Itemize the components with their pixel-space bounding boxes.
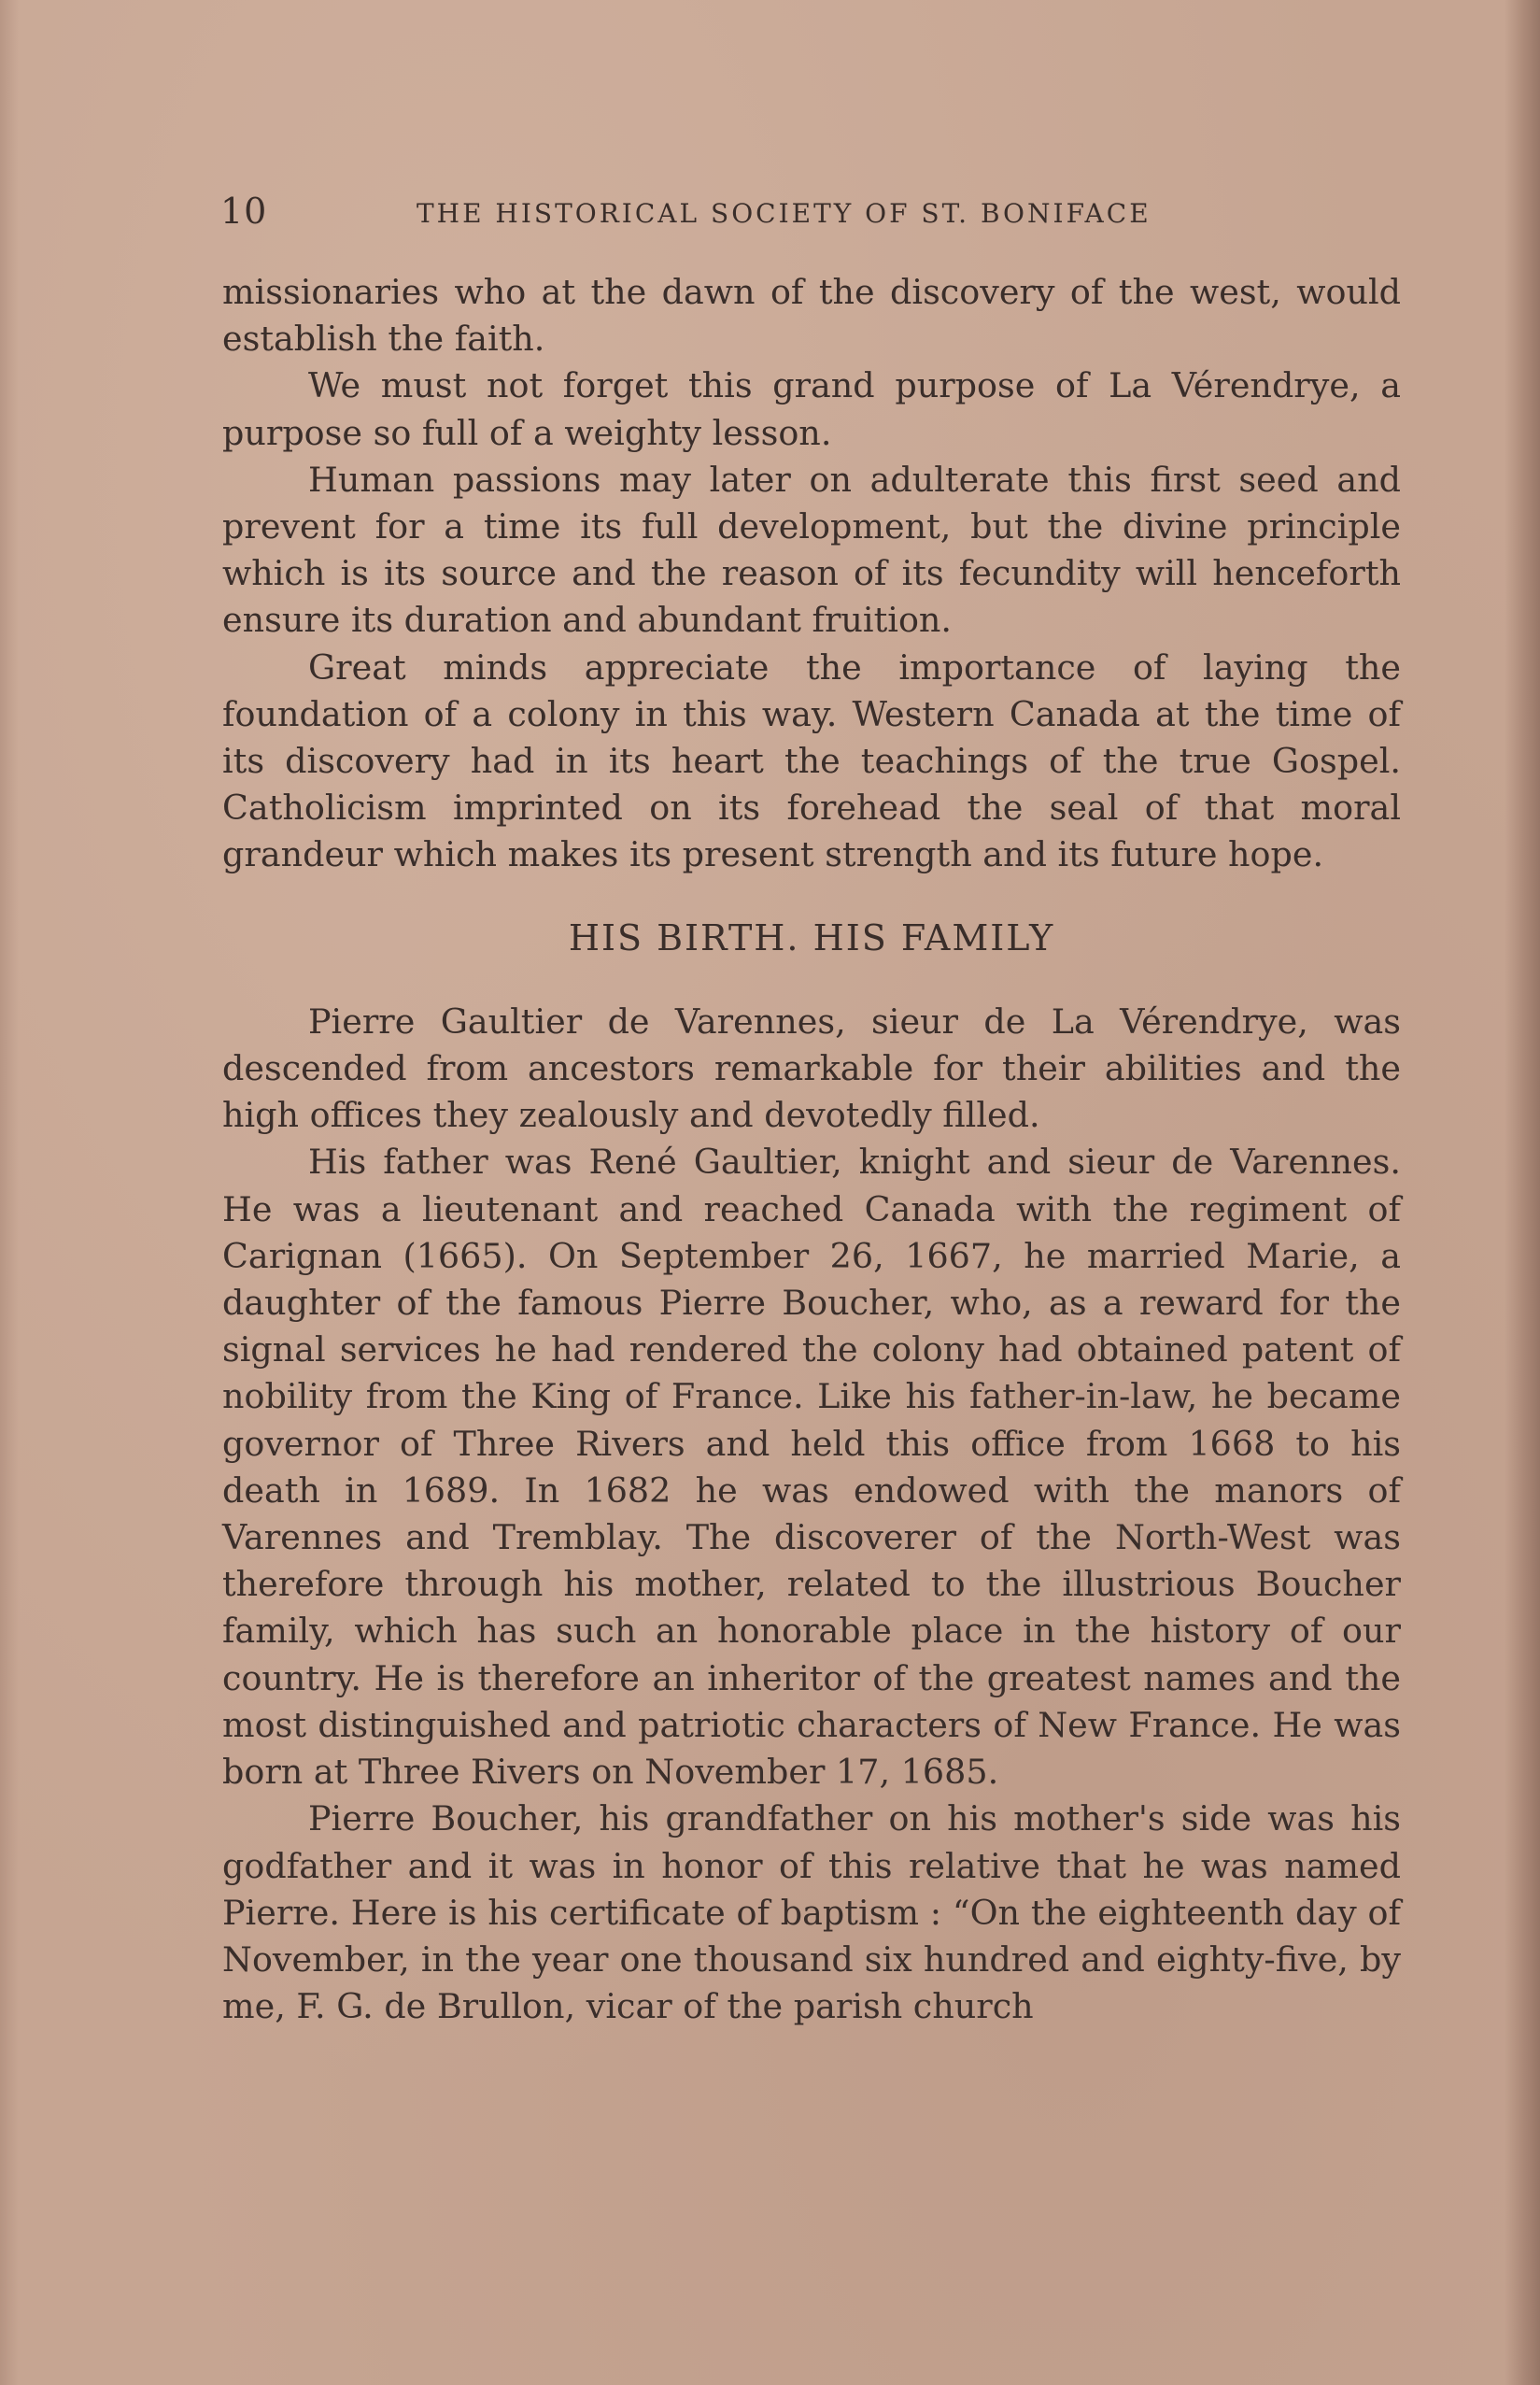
page-right-edge-wear	[1505, 0, 1540, 2385]
page-bottom-margin	[0, 2376, 1540, 2385]
paragraph: His father was René Gaultier, knight and sieur de Varennes. He was a lieutenant and reached Canada with the regiment of Carignan (1665). On September 26, 1667, he married Marie, a daughter of the famous Pierre Boucher, who, as a reward for the signal services he had rendered the colony had obtained patent of nobility from the King of France. Like his father-in-law, he became governor of Three Rivers and held this office from 1668 to his death in 1689. In 1682 he was endowed with the manors of Varennes and Tremblay. The discoverer of the North-West was therefore through his mother, related to the illustrious Boucher family, which has such an honorable place in the history of our country. He is therefore an inheritor of the greatest names and the most distinguished and patriotic characters of New France. He was born at Three Rivers on November 17, 1685.	[222, 1142, 1401, 1793]
body-text	[222, 269, 1401, 2030]
paragraph: Human passions may later on adulterate this first seed and prevent for a time its full development, but the divine principle which is its source and the reason of its fecundity will henceforth ensure its duration and abundant fruition.	[222, 459, 1401, 641]
page-header	[220, 191, 1403, 243]
paragraph: We must not forget this grand purpose of La Vérendrye, a purpose so full of a weighty lesson.	[222, 365, 1401, 453]
section-heading: HIS BIRTH. HIS FAMILY	[568, 916, 1055, 958]
page-number: 10	[220, 191, 268, 232]
paragraph: missionaries who at the dawn of the discovery of the west, would establish the faith.	[222, 272, 1401, 360]
paragraph: Pierre Boucher, his grandfather on his mother's side was his godfather and it was in honor of this relative that he was named Pierre. Here is his certificate of baptism : “On the eighteenth day of November, in the year one thousand six hundred and eighty-five, by me, F. G. de Brullon, vicar of the parish church	[222, 1798, 1401, 2027]
paragraph: Great minds appreciate the importance of laying the foundation of a colony in this way. Western Canada at the time of its discovery had in its heart the teachings of the true Gospel. Catholicism imprinted on its forehead the seal of that moral grandeur which makes its present strength and its future hope.	[222, 646, 1401, 875]
page-left-shadow	[0, 0, 19, 2385]
paragraph: Pierre Gaultier de Varennes, sieur de La Vérendrye, was descended from ancestors remarkable for their abilities and the high offices they zealously and devotedly filled.	[222, 1001, 1401, 1136]
running-head: THE HISTORICAL SOCIETY OF ST. BONIFACE	[417, 198, 1151, 229]
